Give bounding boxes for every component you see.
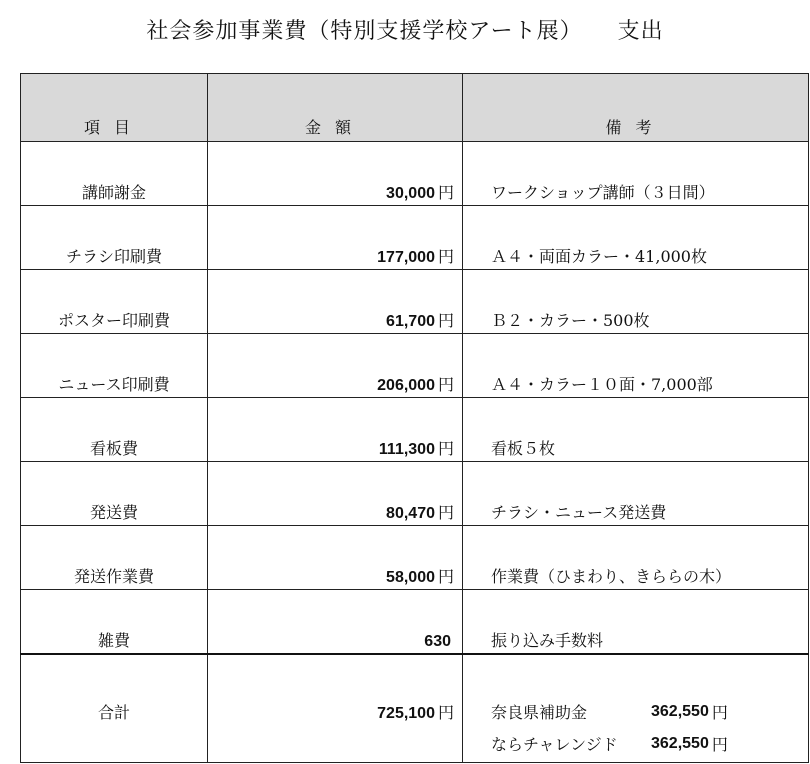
- row-note: ワークショップ講師（３日間）: [463, 142, 809, 206]
- funding-unit: 円: [711, 735, 728, 754]
- row-item: ニュース印刷費: [21, 334, 208, 398]
- funding-sources: [463, 654, 809, 763]
- row-note: 作業費（ひまわり、きららの木）: [463, 526, 809, 590]
- amount-value: 111,300: [378, 441, 435, 458]
- row-item: 看板費: [21, 398, 208, 462]
- row-item: 雑費: [21, 590, 208, 654]
- header-amount: 金額: [208, 74, 463, 142]
- funding-unit: 円: [711, 703, 728, 722]
- table-row: [21, 270, 809, 334]
- header-note: 備考: [463, 74, 809, 142]
- amount-value: 58,000: [386, 569, 435, 586]
- row-note: Ａ４・カラー１０面・7,000部: [463, 334, 809, 398]
- funding-line: [491, 728, 808, 760]
- row-amount: [208, 142, 463, 206]
- row-item: 発送費: [21, 462, 208, 526]
- funding-amount: 362,550: [651, 734, 709, 752]
- amount-value: 80,470: [386, 505, 435, 522]
- amount-value: 206,000: [377, 377, 435, 394]
- table-row: [21, 398, 809, 462]
- row-amount: [208, 206, 463, 270]
- row-note: 振り込み手数料: [463, 590, 809, 654]
- row-amount: [208, 334, 463, 398]
- row-amount: [208, 462, 463, 526]
- row-item: 講師謝金: [21, 142, 208, 206]
- row-item: チラシ印刷費: [21, 206, 208, 270]
- funding-name: ならチャレンジド: [491, 735, 618, 754]
- table-row: [21, 462, 809, 526]
- table-row: [21, 590, 809, 654]
- amount-value: 630: [424, 632, 451, 650]
- row-amount: [208, 526, 463, 590]
- row-note: 看板５枚: [463, 398, 809, 462]
- row-amount: [208, 398, 463, 462]
- amount-unit: 円: [437, 439, 454, 458]
- page-title: 社会参加事業費（特別支援学校アート展） 支出: [146, 19, 664, 44]
- amount-value: 61,700: [386, 313, 435, 330]
- funding-amount: 362,550: [651, 702, 709, 720]
- table-row: [21, 142, 809, 206]
- header-item: 項目: [21, 74, 208, 142]
- total-amount: [208, 654, 463, 763]
- row-item: ポスター印刷費: [21, 270, 208, 334]
- total-amount-unit: 円: [437, 702, 454, 722]
- row-item: 発送作業費: [21, 526, 208, 590]
- funding-line: [491, 696, 808, 728]
- row-note: Ａ４・両面カラー・41,000枚: [463, 206, 809, 270]
- table-row: [21, 206, 809, 270]
- table-header-row: [21, 74, 809, 142]
- row-note: チラシ・ニュース発送費: [463, 462, 809, 526]
- total-row: [21, 654, 809, 763]
- amount-unit: 円: [437, 183, 454, 202]
- amount-value: 177,000: [377, 249, 435, 266]
- row-amount: [208, 590, 463, 654]
- total-amount-value: 725,100: [377, 704, 435, 722]
- amount-unit: 円: [437, 311, 454, 330]
- amount-unit: 円: [437, 247, 454, 266]
- amount-value: 30,000: [386, 185, 435, 202]
- table-row: [21, 526, 809, 590]
- amount-unit: 円: [437, 567, 454, 586]
- row-amount: [208, 270, 463, 334]
- amount-unit: 円: [437, 503, 454, 522]
- expense-table: [20, 73, 809, 763]
- funding-name: 奈良県補助金: [491, 703, 588, 722]
- row-note: Ｂ２・カラー・500枚: [463, 270, 809, 334]
- amount-unit: 円: [437, 375, 454, 394]
- table-row: [21, 334, 809, 398]
- total-label: 合計: [21, 654, 208, 763]
